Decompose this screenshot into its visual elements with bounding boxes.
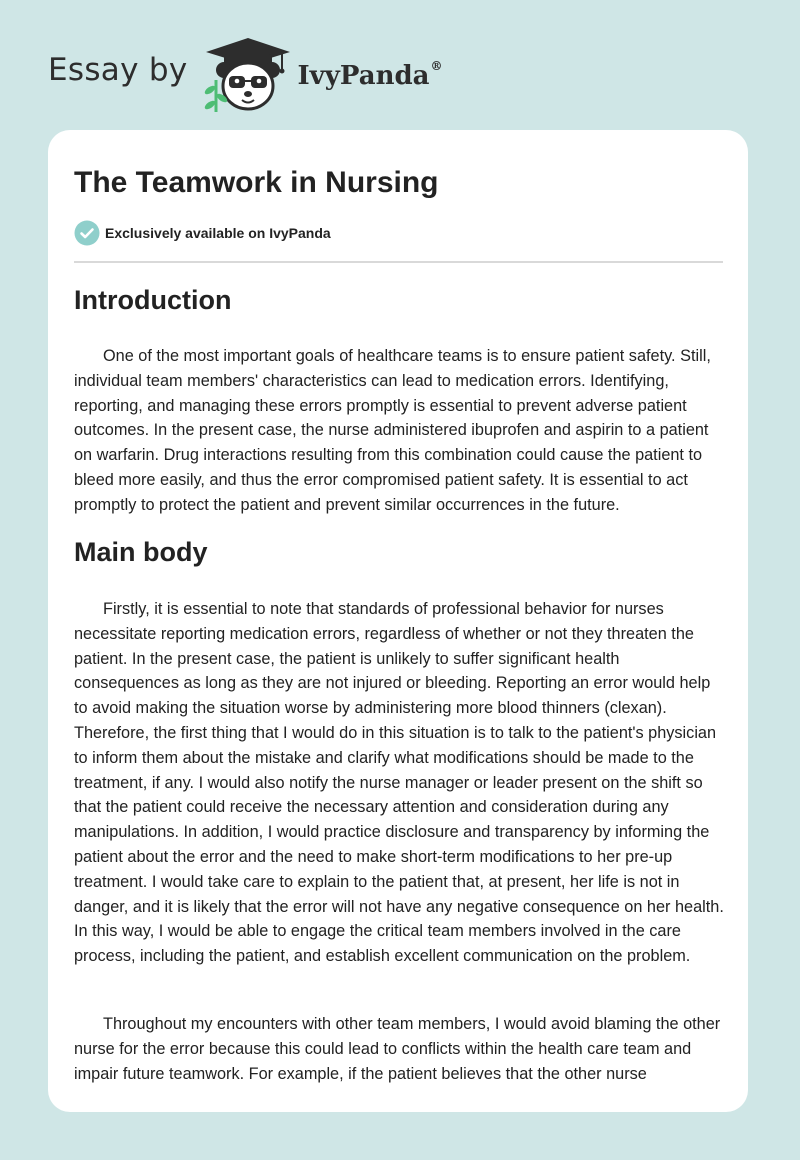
registered-mark: ® — [430, 59, 443, 74]
title-divider — [74, 261, 723, 263]
site-header — [0, 0, 800, 130]
logo-brand: IvyPanda® — [297, 59, 443, 91]
paragraph-main-body-2: Throughout my encounters with other team members, I would avoid blaming the other nurse for the error because this could lead to conflicts within the health care team and impair future teamwork. For example, if the patient believes that the other nurse — [74, 1015, 721, 1083]
ivypanda-logo[interactable] — [48, 34, 443, 114]
logo-prefix: Essay by — [48, 52, 188, 88]
exclusive-badge-text: Exclusively available on IvyPanda — [105, 225, 331, 241]
essay-title: The Teamwork in Nursing — [74, 166, 439, 199]
paragraph-introduction: One of the most important goals of healthcare teams is to ensure patient safety. Still, individual team members' characteristics can lead to medication errors. Identifying, reporting, and managing these errors promptly is essential to prevent adverse patient outcomes. In the present case, the nurse administered ibuprofen and aspirin to a patient on warfarin. Drug interactions resulting from this combination could cause the patient to bleed more easily, and thus the error compromised patient safety. It is essential to act promptly to protect the patient and prevent similar occurrences in the future. — [74, 347, 711, 514]
section-heading-main-body: Main body — [74, 537, 208, 567]
paragraph-main-body-1: Firstly, it is essential to note that standards of professional behavior for nurses necessitate reporting medication errors, regardless of whether or not they threaten the patient. In the present case, the patient is unlikely to suffer significant health consequences as long as they are not injured or bleeding. Reporting an error would help to avoid making the situation worse by administering more blood thinners (clexan). Therefore, the first thing that I would do in this situation is to talk to the patient's physician to inform them about the mistake and clarify what modifications should be made to the treatment, if any. I would also notify the nurse manager or leader present on the shift so that the patient could receive the necessary attention and consideration during any manipulations. In addition, I would practice disclosure and transparency by informing the patient about the error and the need to make short-term modifications to her pre-up treatment. I would take care to explain to the patient that, at present, her life is not in danger, and it is likely that the error will not have any negative consequence on her health. In this way, I would be able to engage the critical team members involved in the care process, including the patient, and establish excellent communication on the problem. — [74, 600, 724, 966]
check-circle-icon — [74, 220, 100, 246]
exclusive-badge — [74, 220, 331, 246]
section-heading-introduction: Introduction — [74, 285, 232, 315]
essay-card — [48, 130, 748, 1112]
panda-graduate-icon — [202, 34, 294, 114]
